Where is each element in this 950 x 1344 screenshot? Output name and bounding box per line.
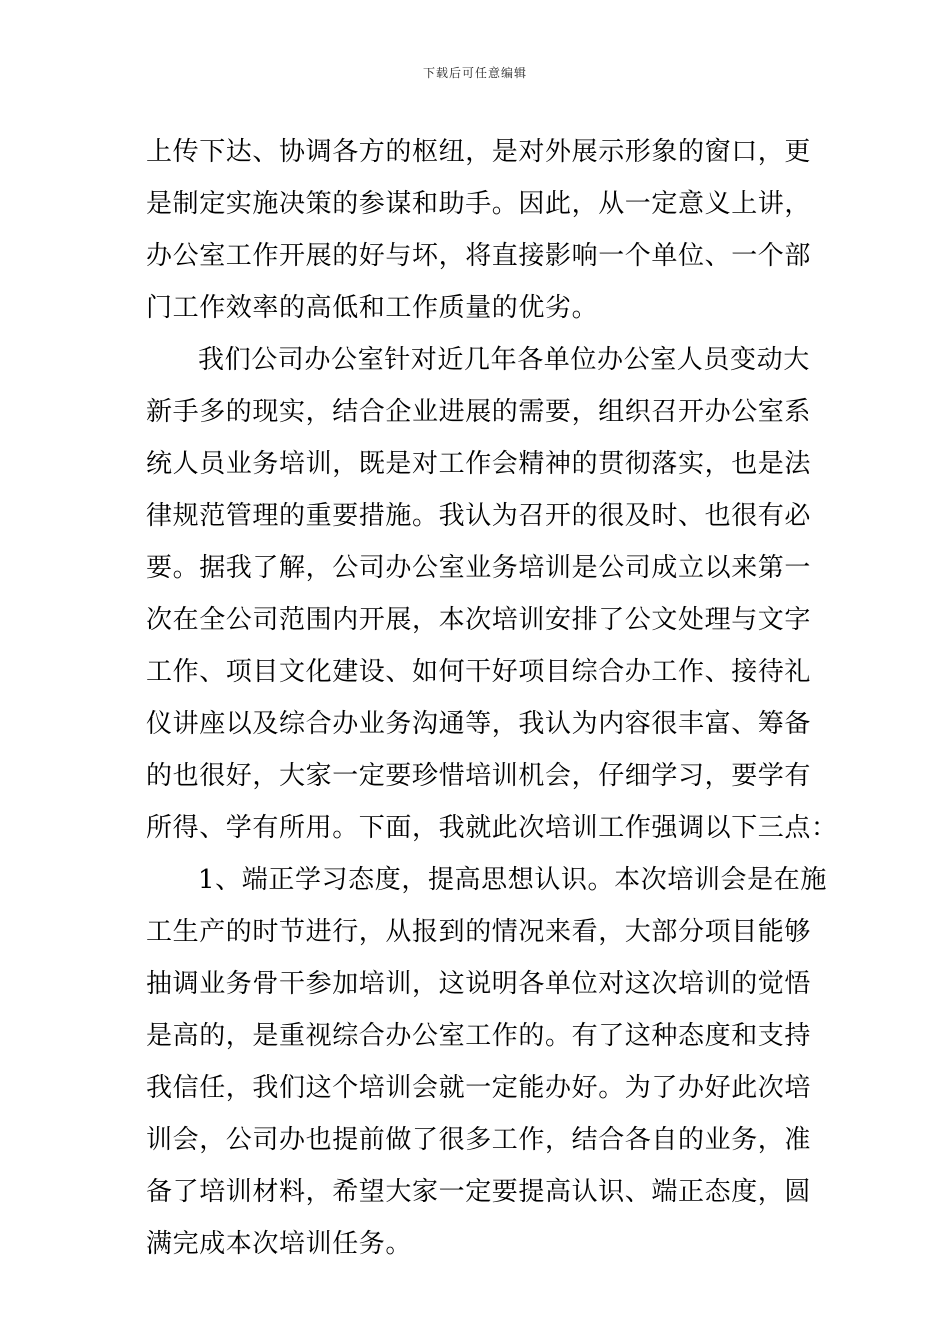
text-line: 律规范管理的重要措施。我认为召开的很及时、也很有必: [146, 501, 812, 531]
text-line: 次在全公司范围内开展，本次培训安排了公文处理与文字: [146, 605, 812, 635]
header-note: 下载后可任意编辑: [422, 66, 527, 80]
text-line: 仪讲座以及综合办业务沟通等，我认为内容很丰富、筹备: [146, 709, 812, 739]
text-line: 工生产的时节进行，从报到的情况来看，大部分项目能够: [146, 917, 812, 947]
text-line: 所得、学有所用。下面，我就此次培训工作强调以下三点：: [146, 813, 838, 843]
text-line: 是制定实施决策的参谋和助手。因此，从一定意义上讲，: [146, 189, 812, 219]
text-line: 是高的，是重视综合办公室工作的。有了这种态度和支持: [146, 1021, 812, 1051]
text-line: 上传下达、协调各方的枢纽，是对外展示形象的窗口，更: [146, 137, 812, 167]
text-line: 办公室工作开展的好与坏，将直接影响一个单位、一个部: [146, 241, 812, 271]
text-line: 门工作效率的高低和工作质量的优劣。: [146, 293, 599, 323]
text-line: 抽调业务骨干参加培训，这说明各单位对这次培训的觉悟: [146, 969, 812, 999]
paragraph-start-line: 1、端正学习态度，提高思想认识。本次培训会是在施: [198, 865, 827, 895]
text-line: 新手多的现实，结合企业进展的需要，组织召开办公室系: [146, 397, 812, 427]
text-line: 满完成本次培训任务。: [146, 1229, 413, 1259]
text-line: 要。据我了解，公司办公室业务培训是公司成立以来第一: [146, 553, 812, 583]
paragraph-start-line: 我们公司办公室针对近几年各单位办公室人员变动大: [198, 345, 810, 375]
text-line: 备了培训材料，希望大家一定要提高认识、端正态度，圆: [146, 1177, 812, 1207]
text-line: 训会，公司办也提前做了很多工作，结合各自的业务，准: [146, 1125, 812, 1155]
text-line: 的也很好，大家一定要珍惜培训机会，仔细学习，要学有: [146, 761, 812, 791]
text-line: 我信任，我们这个培训会就一定能办好。为了办好此次培: [146, 1073, 812, 1103]
document-body: [146, 126, 838, 1270]
text-line: 工作、项目文化建设、如何干好项目综合办工作、接待礼: [146, 657, 812, 687]
text-line: 统人员业务培训，既是对工作会精神的贯彻落实，也是法: [146, 449, 812, 479]
